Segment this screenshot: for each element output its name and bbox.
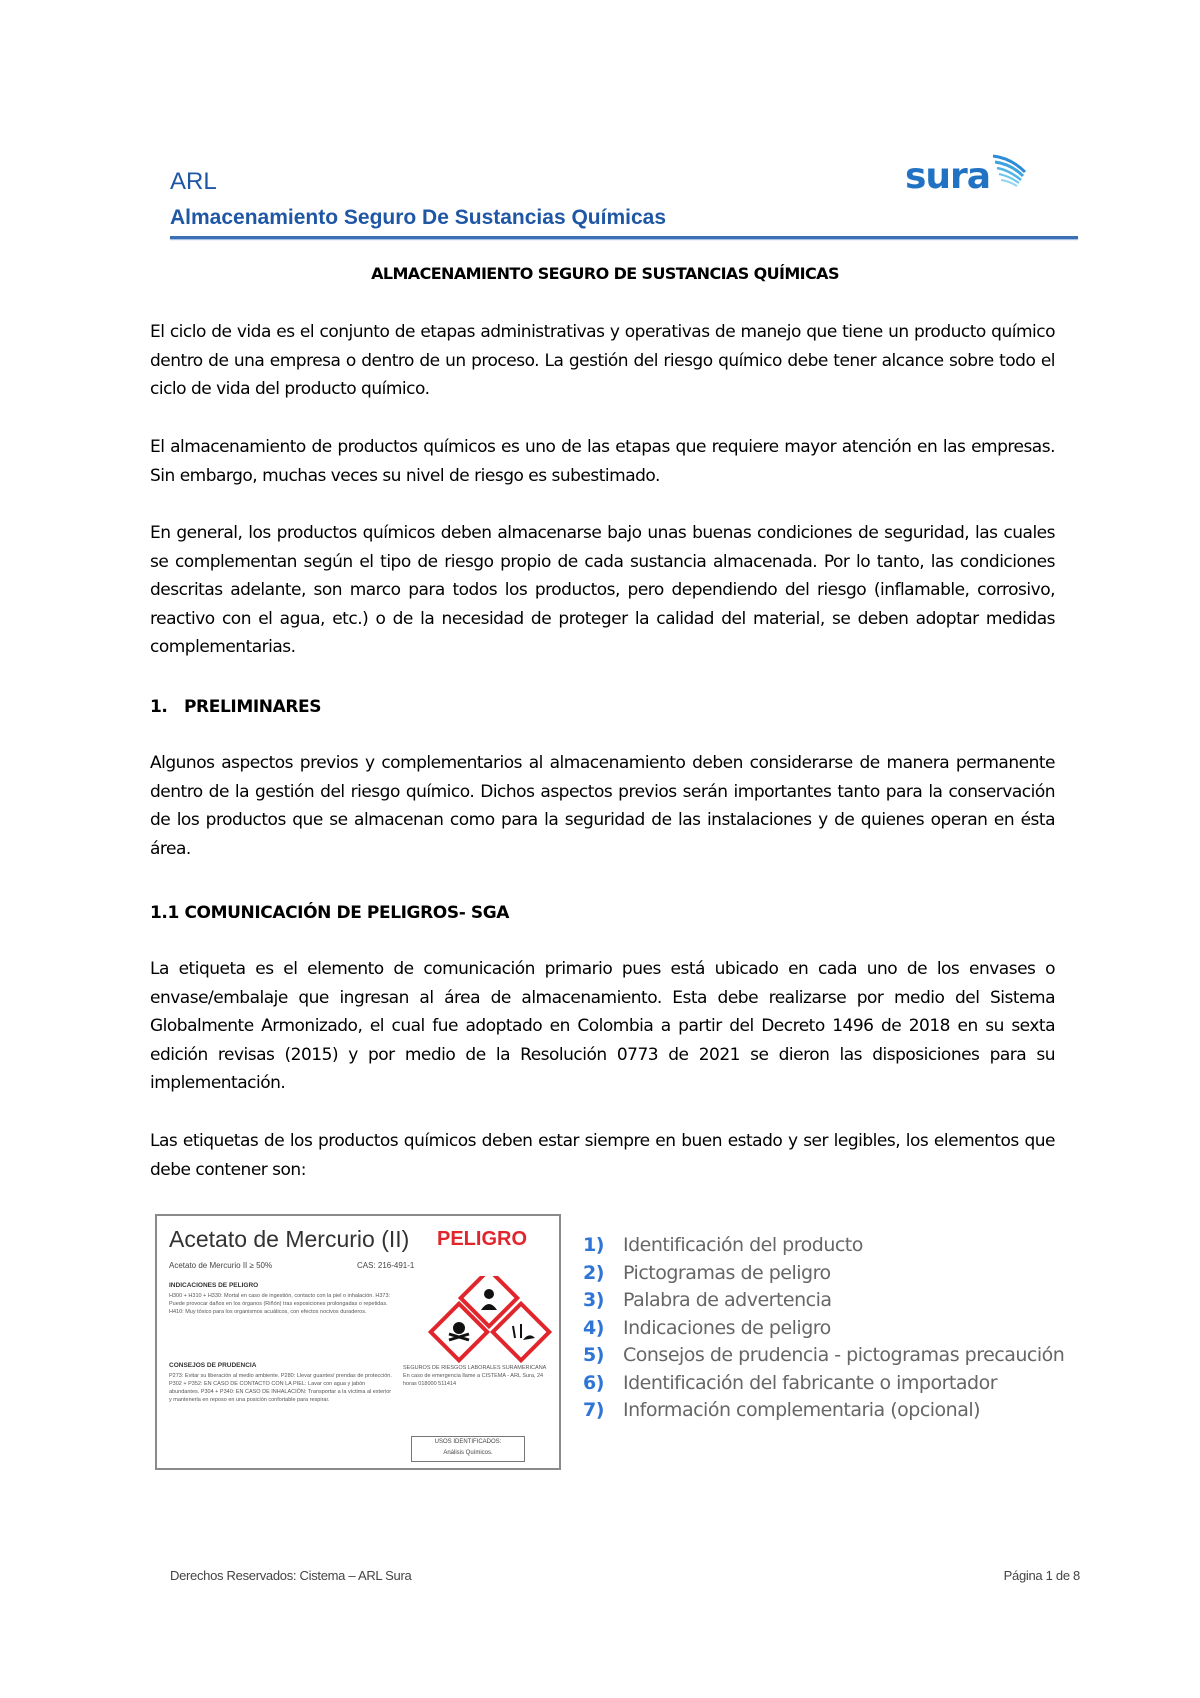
list-item	[583, 1344, 1064, 1372]
list-item	[583, 1317, 1064, 1345]
list-item	[583, 1399, 1064, 1427]
list-text: Indicaciones de peligro	[623, 1316, 831, 1339]
list-number: 5)	[583, 1344, 604, 1366]
list-text: Información complementaria (opcional)	[623, 1399, 981, 1421]
paragraph-condiciones: En general, los productos químicos deben almacenarse bajo unas buenas condiciones de seguridad, las cuales se complementan según el tipo de riesgo propio de cada sustancia almacenada. Por lo tanto, las condiciones descritas adelante, son marco para todos los productos, pero dependiendo del riesgo (inflamable, corrosivo, reactivo con el agua, etc.) o de la necesidad de proteger la calidad del material, se deben adoptar medidas complementarias.	[150, 523, 1055, 657]
list-item	[583, 1234, 1064, 1262]
paragraph-ciclo-de-vida: El ciclo de vida es el conjunto de etapas administrativas y operativas de manejo que tiene un producto químico dentro de una empresa o dentro de un proceso. La gestión del riesgo químico debe tener alcance sobre todo el ciclo de vida del producto químico.	[150, 322, 1055, 399]
paragraph-almacenamiento: El almacenamiento de productos químicos es uno de las etapas que requiere mayor atención en las empresas. Sin embargo, muchas veces su nivel de riesgo es subestimado.	[150, 437, 1055, 486]
paragraph-etiquetas-elementos: Las etiquetas de los productos químicos deben estar siempre en buen estado y ser legibles, los elementos que debe contener son:	[150, 1131, 1055, 1180]
label-concentration: Acetato de Mercurio II ≥ 50%	[169, 1261, 273, 1270]
label-prudence-text: P273: Evitar su liberación al medio ambiente. P280: Llevar guantes/ prendas de protección. P302 + P352: EN CASO DE CONTACTO CON LA PIEL: Lavar con agua y jabón abundantes. P304 + P340: EN CASO DE INHALACIÓN: Transportar a la víctima al exterior y mantenerla en reposo en una posición confortable para respirar.	[169, 1373, 392, 1403]
list-text: Identificación del producto	[623, 1234, 863, 1256]
list-item	[583, 1372, 1064, 1400]
label-signal-word: PELIGRO	[437, 1228, 528, 1250]
list-text: Pictogramas de peligro	[623, 1261, 831, 1284]
list-number: 3)	[583, 1289, 604, 1311]
header-arl: ARL	[170, 168, 217, 195]
logo-wing-icon	[991, 150, 1031, 198]
label-hazard-heading: INDICACIONES DE PELIGRO	[169, 1282, 259, 1289]
list-number: 2)	[583, 1261, 604, 1284]
list-text: Identificación del fabricante o importador	[623, 1371, 998, 1394]
list-number: 7)	[583, 1399, 604, 1421]
label-product-name: Acetato de Mercurio (II)	[169, 1226, 410, 1252]
label-uses: Análisis Químicos.	[443, 1450, 493, 1456]
footer-rights: Derechos Reservados: Cistema – ARL Sura	[170, 1568, 412, 1583]
logo-text: sura	[905, 156, 991, 197]
paragraph-etiqueta: La etiqueta es el elemento de comunicación primario pues está ubicado en cada uno de los envases o envase/embalaje que ingresan al área de almacenamiento. Esta debe realizarse por medio del Sistema Globalmente Armonizado, el cual fue adoptado en Colombia a partir del Decreto 1496 de 2018 en su sexta edición revisas (2015) y por medio de la Resolución 0773 de 2021 se dieron las disposiciones para su implementación.	[150, 959, 1055, 1093]
list-item	[583, 1262, 1064, 1290]
section-number: 1.1	[150, 903, 179, 923]
section-heading-comunicacion	[150, 903, 509, 923]
document-title: ALMACENAMIENTO SEGURO DE SUSTANCIAS QUÍMICAS	[371, 264, 839, 283]
paragraph-aspectos-previos: Algunos aspectos previos y complementarios al almacenamiento deben considerarse de manera permanente dentro de la gestión del riesgo químico. Dichos aspectos previos serán importantes tanto para la conservación de los productos que se almacenan como para la seguridad de las instalaciones y de quienes operan en ésta área.	[150, 753, 1055, 859]
header-divider	[170, 236, 1078, 239]
section-title: COMUNICACIÓN DE PELIGROS- SGA	[184, 903, 510, 923]
label-hazard-text: H300 + H310 + H330: Mortal en caso de ingestión, contacto con la piel o inhalación. H373: Puede provocar daños en los órganos (Riñón) tras exposiciones prolongadas o repetidas. H410: Muy tóxico para los organismos acuáticos, con efectos nocivos duraderos.	[169, 1293, 391, 1315]
label-uses-box	[411, 1436, 525, 1462]
section-heading-preliminares	[150, 697, 321, 717]
ghs-pictograms	[425, 1276, 555, 1366]
list-text: Consejos de prudencia - pictogramas precaución	[623, 1344, 1065, 1366]
label-uses-heading: USOS IDENTIFICADOS:	[434, 1439, 502, 1445]
list-number: 4)	[583, 1316, 604, 1339]
footer-page-number: Página 1 de 8	[1003, 1568, 1080, 1583]
list-number: 6)	[583, 1371, 604, 1394]
list-item	[583, 1289, 1064, 1317]
section-title: PRELIMINARES	[184, 697, 322, 717]
label-elements-list	[583, 1234, 1064, 1427]
header-subtitle: Almacenamiento Seguro De Sustancias Químicas	[170, 206, 667, 229]
sga-label-example	[155, 1214, 561, 1470]
list-text: Palabra de advertencia	[623, 1289, 832, 1311]
label-supplier: SEGUROS DE RIESGOS LABORALES SURAMERICANA En caso de emergencia llame a CISTEMA - ARL Sura, 24 horas 018000 511414	[403, 1365, 547, 1387]
sura-logo	[905, 150, 1030, 210]
list-number: 1)	[583, 1234, 604, 1256]
section-number: 1.	[150, 697, 168, 717]
label-prudence-heading: CONSEJOS DE PRUDENCIA	[169, 1362, 257, 1369]
label-cas: CAS: 216-491-1	[357, 1261, 415, 1270]
